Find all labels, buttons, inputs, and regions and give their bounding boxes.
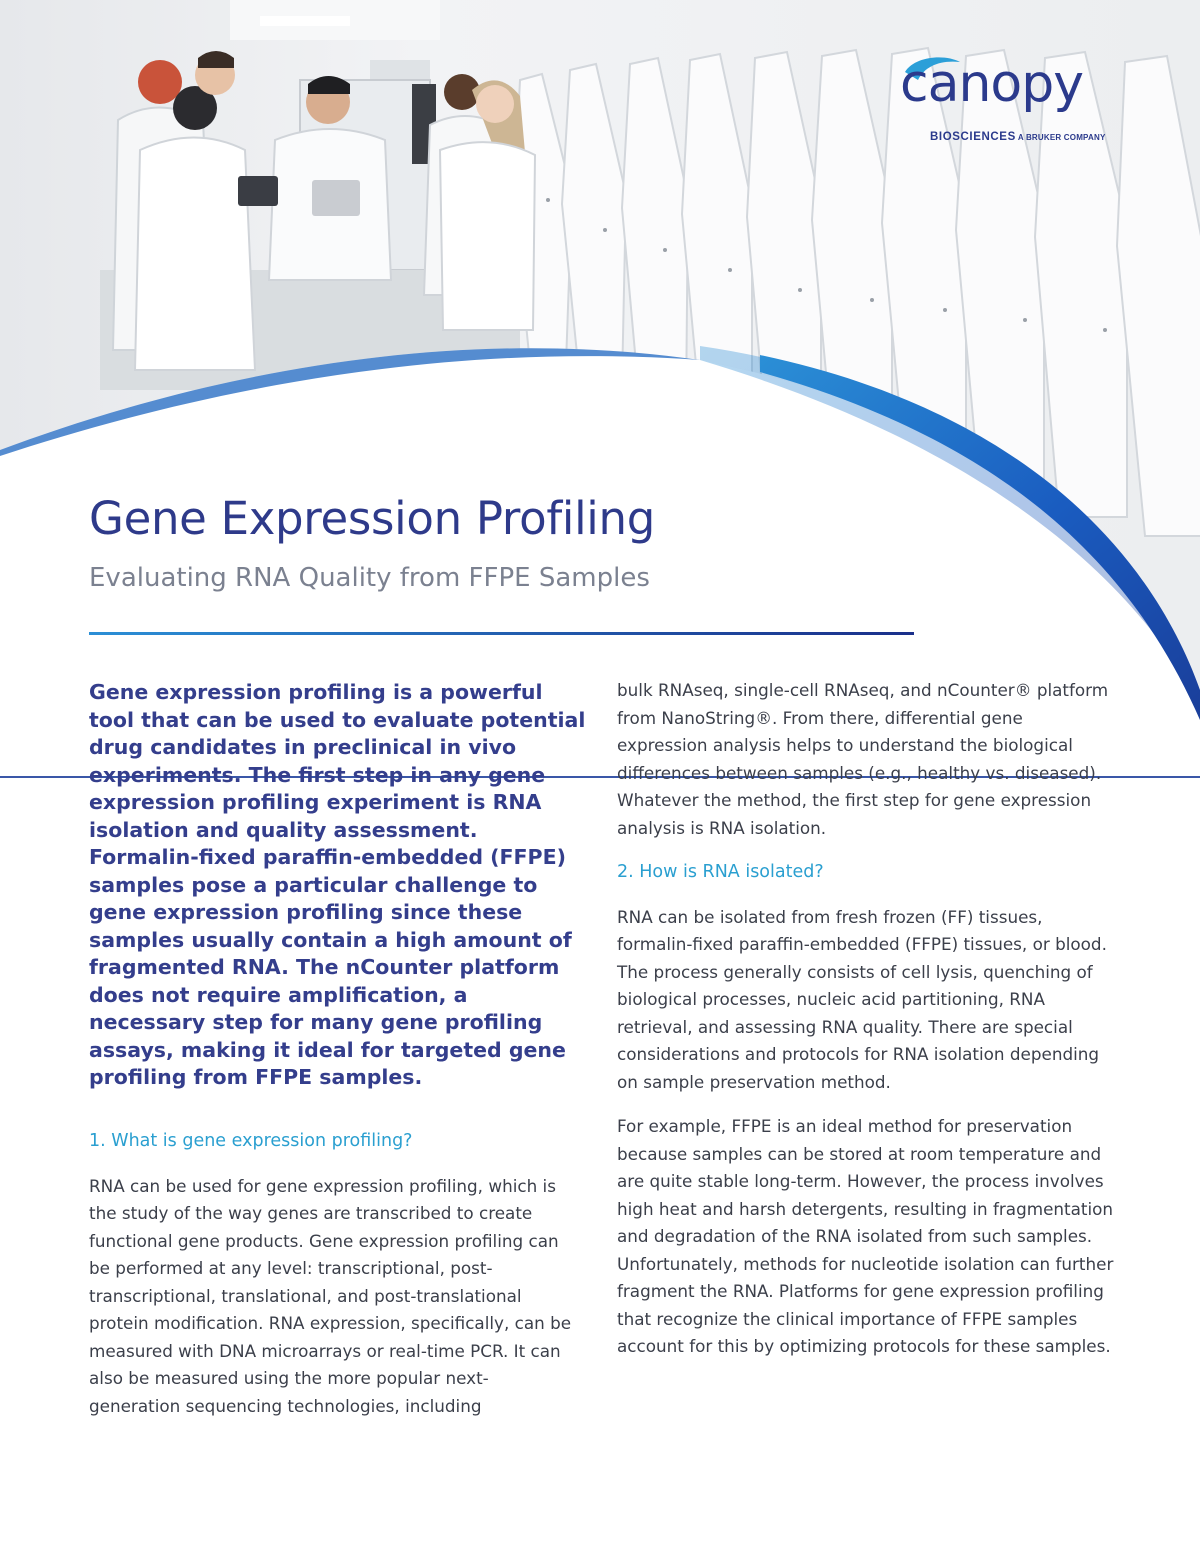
logo-subline-main: BIOSCIENCES bbox=[930, 131, 1016, 143]
title-divider bbox=[89, 632, 914, 635]
logo-subline-small: A BRUKER COMPANY bbox=[1017, 133, 1106, 142]
company-logo bbox=[900, 54, 1115, 148]
left-column bbox=[89, 1128, 579, 1420]
right-column bbox=[617, 677, 1117, 1361]
section-2-paragraph-2: For example, FFPE is an ideal method for preservation because samples can be stored at room temperature and are quite stable long-term. However, the process involves high heat and harsh detergents, resulting in fragmentation and degradation of the RNA isolated from such samples. Unfortunately, methods for nucleotide isolation can further fragment the RNA. Platforms for gene expression profiling that recognize the clinical importance of FFPE samples account for this by optimizing protocols for these samples. bbox=[617, 1116, 1114, 1356]
page-subtitle: Evaluating RNA Quality from FFPE Samples bbox=[89, 563, 650, 593]
section-heading-1: 1. What is gene expression profiling? bbox=[89, 1131, 413, 1151]
section-heading-2: 2. How is RNA isolated? bbox=[617, 862, 824, 882]
page-title: Gene Expression Profiling bbox=[89, 492, 655, 545]
section-1-paragraph-right: bulk RNAseq, single-cell RNAseq, and nCounter® platform from NanoString®. From there, differential gene expression analysis helps to understand the biological differences between samples (e.g., healthy vs. diseased). Whatever the method, the first step for gene expression analysis is RNA isolation. bbox=[617, 680, 1109, 838]
logo-wordmark: canopy bbox=[900, 54, 1084, 114]
section-1-paragraph-left: RNA can be used for gene expression profiling, which is the study of the way genes are transcribed to create functional gene products. Gene expression profiling can be performed at any level: transcriptional, post-transcriptional, translational, and post-translational protein modification. RNA expression, specifically, can be measured with DNA microarrays or real-time PCR. It can also be measured using the more popular next-generation sequencing technologies, including bbox=[89, 1175, 572, 1416]
intro-paragraph: Gene expression profiling is a powerful tool that can be used to evaluate potential drug candidates in preclinical in vivo experiments. The first step in any gene expression profiling experiment is RNA isolation and quality assessment. Formalin-fixed paraffin-embedded (FFPE) samples pose a particular challenge to gene expression profiling since these samples usually contain a high amount of fragmented RNA. The nCounter platform does not require amplification, a necessary step for many gene profiling assays, making it ideal for targeted gene profiling from FFPE samples. bbox=[89, 680, 586, 1089]
logo-subline bbox=[930, 131, 1106, 143]
section-2-paragraph-1: RNA can be isolated from fresh frozen (FF) tissues, formalin-fixed paraffin-embedded (FFPE) tissues, or blood. The process generally consists of cell lysis, quenching of biological processes, nucleic acid partitioning, RNA retrieval, and assessing RNA quality. There are special considerations and protocols for RNA isolation depending on sample preservation method. bbox=[617, 906, 1107, 1092]
